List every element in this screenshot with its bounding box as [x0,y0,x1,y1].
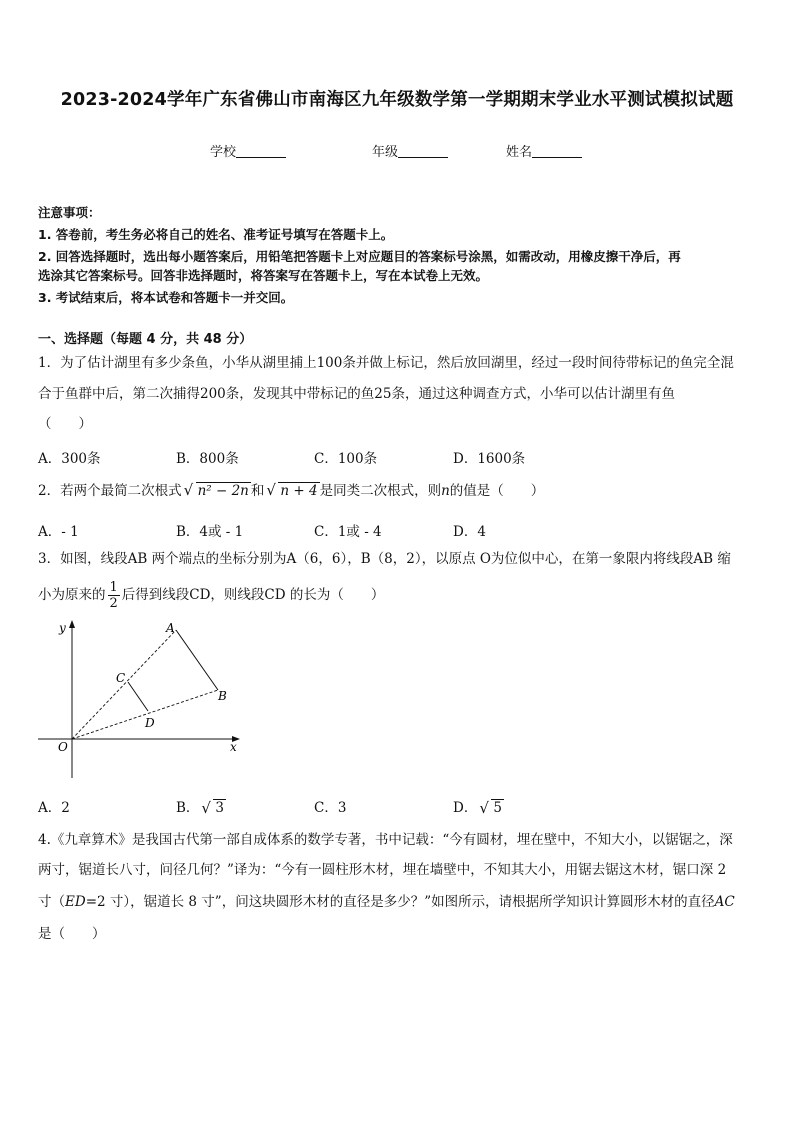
label-x: x [230,740,237,754]
q3-line: 3．如图，线段AB 两个端点的坐标分别为A（6，6），B（8，2），以原点 O为位似中心，在第一象限内将线段AB 缩 [38,551,731,567]
q2-text: 2．若两个最简二次根式 [38,483,182,499]
notice-item: 1. 答卷前，考生务必将自己的姓名、准考证号填写在答题卡上。 [38,227,394,242]
option-letter: D． [453,800,478,816]
label-o: O [58,740,68,754]
y-axis-arrow [69,620,75,628]
grade-label: 年级 [372,145,399,160]
q4-line3 [38,894,758,911]
q3-figure [36,618,246,783]
q2-option-c[interactable]: C．1或 - 4 [314,524,382,540]
sqrt-3: √ 3 [201,799,225,817]
label-y: y [59,621,66,635]
q2-radical-1: √ n² − 2n [183,481,249,499]
q4-ac: AC [714,894,735,910]
q4-line: 4.《九章算术》是我国古代第一部自成体系的数学专著，书中记载：“今有圆材，埋在壁中，不知大小，以锯锯之，深 [38,832,733,848]
name-blank[interactable] [532,144,582,158]
option-letter: B． [176,800,200,816]
exam-title: 2023-2024学年广东省佛山市南海区九年级数学第一学期期末学业水平测试模拟试题 [60,90,734,110]
label-c: C [116,671,126,685]
q1-line: 1．为了估计湖里有多少条鱼，小华从湖里捕上100条并做上标记，然后放回湖里，经过一段时间待带标记的鱼完全混 [38,355,734,371]
q3-fraction [108,580,120,611]
notice-heading: 注意事项： [38,205,101,220]
q4-line: 两寸，锯道长八寸，问径几何？”译为：“今有一圆柱形木材，埋在墙壁中，不知其大小，用锯去锯这木材，锯口深 2 [38,862,727,878]
fraction-denominator: 2 [109,596,118,611]
ray-ob [72,690,218,739]
q3-option-a[interactable]: A．2 [38,800,70,816]
q1-option-c[interactable]: C．100条 [314,451,378,467]
q3-option-d[interactable] [453,796,504,816]
q2-option-b[interactable]: B．4或 - 1 [176,524,244,540]
section-heading: 一、选择题（每题 4 分，共 48 分） [38,332,253,347]
q1-option-b[interactable]: B．800条 [176,451,239,467]
q1-option-d[interactable]: D．1600条 [453,451,526,467]
q4-ed: ED [65,894,86,910]
q2-radicand-1: n² − 2n [197,483,249,499]
q1-option-a[interactable]: A．300条 [38,451,101,467]
label-d: D [145,716,155,730]
q1-line: （ ） [38,416,92,432]
q2-radicand-2: n + 4 [280,483,318,499]
label-b: B [218,689,227,703]
name-label: 姓名 [506,145,533,160]
segment-cd [128,682,148,711]
radicand: 5 [493,800,502,816]
q3-option-c[interactable]: C．3 [314,800,347,816]
notice-item: 选涂其它答案标号。回答非选择题时，将答案写在答题卡上，写在本试卷上无效。 [38,268,489,283]
label-a: A [166,621,175,635]
grade-field [372,141,448,160]
sqrt-5: √ 5 [479,799,502,817]
q1-line: 合于鱼群中后，第二次捕得200条，发现其中带标记的鱼25条，通过这种调查方式，小华可以估计湖里有鱼 [38,386,675,402]
school-field [210,141,286,160]
q2-option-a[interactable]: A．- 1 [38,524,79,540]
q2-radical-2: √ n + 4 [266,481,318,499]
q2-text: 是同类二次根式，则 [319,483,442,499]
q2-option-d[interactable]: D．4 [453,524,486,540]
school-blank[interactable] [236,144,286,158]
radicand: 3 [215,800,225,816]
q2-variable: n [441,483,450,499]
q3-option-b[interactable] [176,796,226,816]
grade-blank[interactable] [398,144,448,158]
q4-text: =2 寸），锯道长 8 寸”，问这块圆形木材的直径是多少？”如图所示，请根据所学知识计算圆形木材的直径 [85,894,715,910]
segment-ab [176,630,218,690]
notice-item: 2. 回答选择题时，选出每小题答案后，用铅笔把答题卡上对应题目的答案标号涂黑，如需改动，用橡皮擦干净后，再 [38,249,681,264]
school-label: 学校 [210,145,237,160]
q4-text: 寸（ [38,894,65,910]
fraction-numerator: 1 [109,580,118,595]
q3-text: 后得到线段CD，则线段CD 的长为（ ） [121,587,385,603]
q2-text: 和 [250,483,265,499]
q3-text: 小为原来的 [38,587,106,603]
notice-item: 3. 考试结束后，将本试卷和答题卡一并交回。 [38,290,294,305]
q2-text: 的值是（ ） [449,483,545,499]
q3-line2 [38,580,758,611]
q4-line: 是（ ） [38,926,106,942]
q2-stem [38,483,758,500]
name-field [506,141,582,160]
